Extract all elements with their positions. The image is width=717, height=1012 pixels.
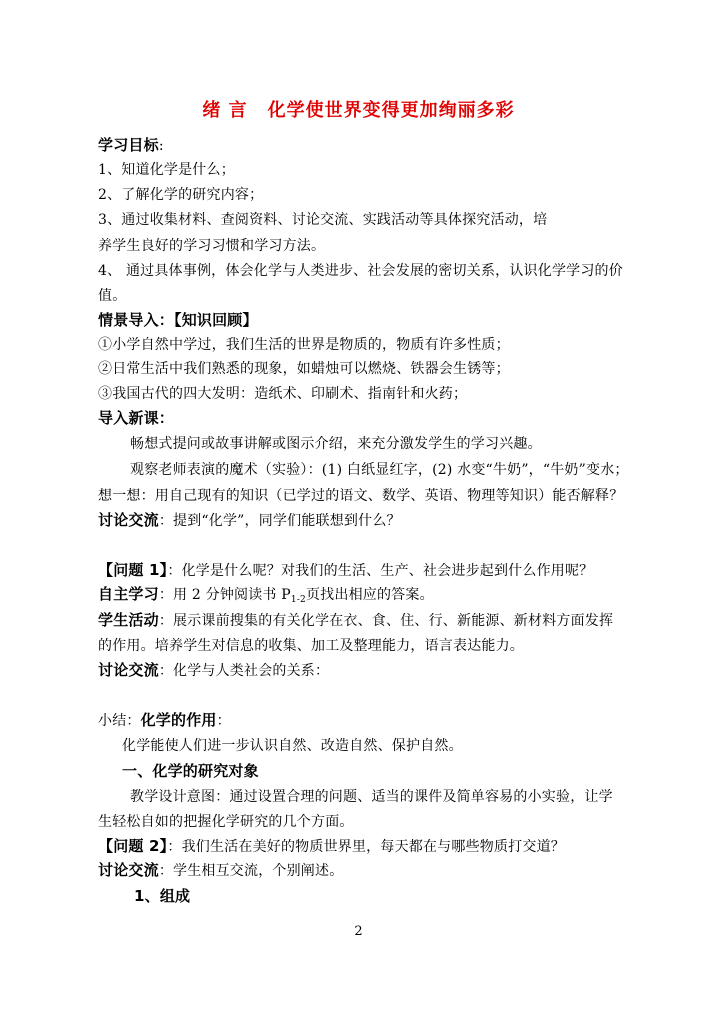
objective-item: 3、通过收集材料、查阅资料、讨论交流、实践活动等具体探究活动，培	[98, 212, 548, 228]
objective-item: 2、了解化学的研究内容；	[98, 187, 264, 203]
intro-paragraph: 观察老师表演的魔术（实验）：(1) 白纸显红字，(2) 水变“牛奶”，“牛奶”变水；	[130, 462, 629, 478]
summary-heading: 小结：化学的作用：	[98, 711, 231, 729]
q1-discussion: 讨论交流：化学与人类社会的关系：	[98, 661, 330, 679]
title-prefix: 绪 言	[202, 100, 248, 121]
self-study: 自主学习：用 2 分钟阅读书 $P_{1-2}$页找出相应的答案。	[98, 585, 434, 605]
student-activity-cont: 的作用。培养学生对信息的收集、加工及整理能力，语言表达能力。	[98, 638, 524, 654]
title-main: 化学使世界变得更加绚丽多彩	[267, 100, 515, 121]
document-title	[0, 96, 717, 122]
intro-heading: 导入新课：	[98, 409, 175, 427]
intro-paragraph: 想一想：用自己现有的知识（已学过的语文、数学、英语、物理等知识）能否解释？	[98, 488, 624, 504]
objective-item: 4、 通过具体事例，体会化学与人类进步、社会发展的密切关系，认识化学学习的价	[98, 263, 623, 279]
scene-item: ②日常生活中我们熟悉的现象，如蜡烛可以燃烧、铁器会生锈等；	[98, 361, 510, 377]
page-number: 2	[354, 924, 363, 939]
scene-heading: 情景导入：【知识回顾】	[98, 311, 258, 329]
scene-item: ③我国古代的四大发明：造纸术、印刷术、指南针和火药；	[98, 386, 468, 402]
subsection-heading: 1、组成	[134, 887, 191, 905]
intro-paragraph: 畅想式提问或故事讲解或图示介绍，来充分激发学生的学习兴趣。	[130, 436, 542, 452]
design-intent-cont: 生轻松自如的把握化学研究的几个方面。	[98, 814, 354, 830]
summary-text: 化学能使人们进一步认识自然、改造自然、保护自然。	[122, 738, 463, 754]
objectives-heading: 学习目标:	[98, 136, 164, 154]
objective-item: 值。	[98, 288, 127, 304]
student-activity: 学生活动：展示课前搜集的有关化学在衣、食、住、行、新能源、新材料方面发挥	[98, 611, 614, 629]
q2-discussion: 讨论交流：学生相互交流，个别阐述。	[98, 861, 344, 879]
section-heading: 一、化学的研究对象	[122, 762, 259, 780]
design-intent: 教学设计意图：通过设置合理的问题、适当的课件及简单容易的小实验，让学	[130, 789, 613, 805]
objective-item: 1、知道化学是什么；	[98, 162, 235, 178]
objective-item: 养学生良好的学习习惯和学习方法。	[98, 238, 326, 254]
question-2: 【问题 2】：我们生活在美好的物质世界里，每天都在与哪些物质打交道？	[98, 837, 565, 855]
intro-discussion: 讨论交流：提到“化学”，同学们能联想到什么？	[98, 511, 401, 529]
question-1: 【问题 1】：化学是什么呢？对我们的生活、生产、社会进步起到什么作用呢？	[98, 561, 594, 579]
scene-item: ①小学自然中学过，我们生活的世界是物质的，物质有许多性质；	[98, 337, 510, 353]
